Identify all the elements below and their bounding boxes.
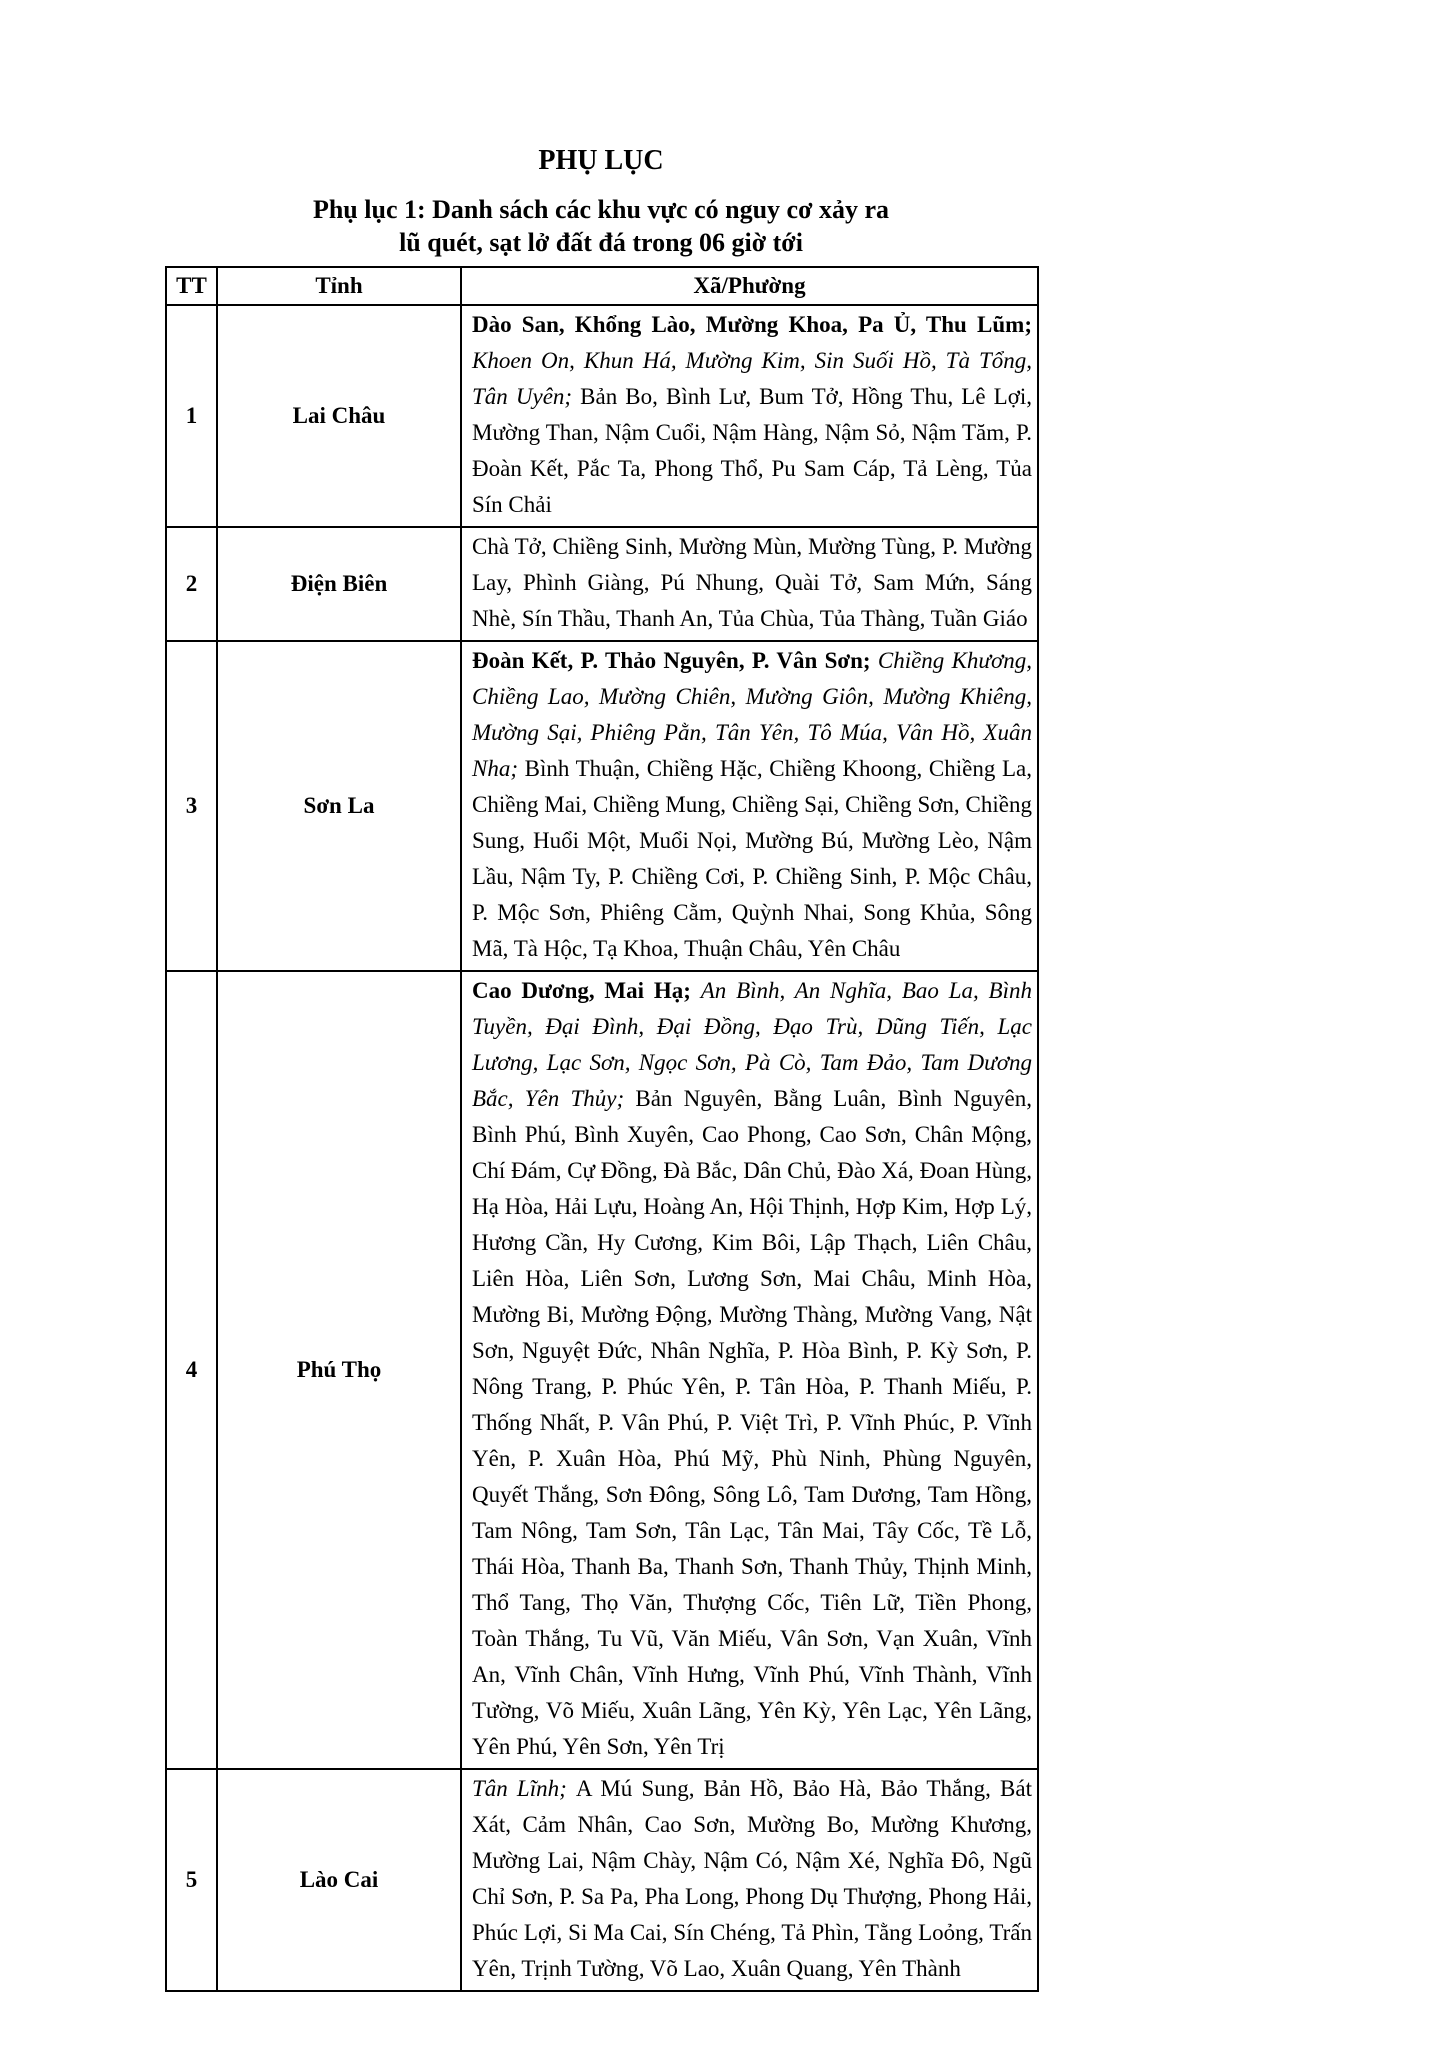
table-row [166,305,1038,527]
header-cell-province: Tỉnh [217,267,461,305]
row-index: 5 [166,1769,217,1991]
table-header-row [166,267,1038,305]
table-row [166,971,1038,1769]
commune-cell [461,527,1038,641]
commune-italic-segment: Tân Lĩnh; [472,1776,576,1801]
commune-normal-segment: Bản Nguyên, Bằng Luân, Bình Nguyên, Bình Phú, Bình Xuyên, Cao Phong, Cao Sơn, Chân Mộng, Chí Đám, Cự Đồng, Đà Bắc, Dân Chủ, Đào Xá, Đoan Hùng, Hạ Hòa, Hải Lựu, Hoàng An, Hội Thịnh, Hợp Kim, Hợp Lý, Hương Cần, Hy Cương, Kim Bôi, Lập Thạch, Liên Châu, Liên Hòa, Liên Sơn, Lương Sơn, Mai Châu, Minh Hòa, Mường Bi, Mường Động, Mường Thàng, Mường Vang, Nật Sơn, Nguyệt Đức, Nhân Nghĩa, P. Hòa Bình, P. Kỳ Sơn, P. Nông Trang, P. Phúc Yên, P. Tân Hòa, P. Thanh Miếu, P. Thống Nhất, P. Vân Phú, P. Việt Trì, P. Vĩnh Phúc, P. Vĩnh Yên, P. Xuân Hòa, Phú Mỹ, Phù Ninh, Phùng Nguyên, Quyết Thắng, Sơn Đông, Sông Lô, Tam Dương, Tam Hồng, Tam Nông, Tam Sơn, Tân Lạc, Tân Mai, Tây Cốc, Tề Lỗ, Thái Hòa, Thanh Ba, Thanh Sơn, Thanh Thủy, Thịnh Minh, Thổ Tang, Thọ Văn, Thượng Cốc, Tiên Lữ, Tiền Phong, Toàn Thắng, Tu Vũ, Văn Miếu, Vân Sơn, Vạn Xuân, Vĩnh An, Vĩnh Chân, Vĩnh Hưng, Vĩnh Phú, Vĩnh Thành, Vĩnh Tường, Võ Miếu, Xuân Lãng, Yên Kỳ, Yên Lạc, Yên Lãng, Yên Phú, Yên Sơn, Yên Trị [472,1086,1032,1759]
page-subtitle-line1: Phụ lục 1: Danh sách các khu vực có nguy cơ xảy ra [312,195,890,224]
row-index: 2 [166,527,217,641]
row-index: 3 [166,641,217,971]
commune-cell [461,641,1038,971]
province-cell: Phú Thọ [217,971,461,1769]
province-cell: Điện Biên [217,527,461,641]
title-spacer [165,180,1037,193]
appendix-table [165,266,1039,1992]
table-row [166,641,1038,971]
row-index: 1 [166,305,217,527]
header-cell-commune: Xã/Phường [461,267,1038,305]
document-content [165,142,1037,1992]
commune-normal-segment: Bình Thuận, Chiềng Hặc, Chiềng Khoong, Chiềng La, Chiềng Mai, Chiềng Mung, Chiềng Sại, Chiềng Sơn, Chiềng Sung, Huổi Một, Muổi Nọi, Mường Bú, Mường Lèo, Nậm Lầu, Nậm Ty, P. Chiềng Cơi, P. Chiềng Sinh, P. Mộc Châu, P. Mộc Sơn, Phiêng Cằm, Quỳnh Nhai, Song Khủa, Sông Mã, Tà Hộc, Tạ Khoa, Thuận Châu, Yên Châu [472,756,1032,961]
page-title: PHỤ LỤC [538,145,664,176]
commune-italic-segment: Chiềng Khương, Chiềng Lao, Mường Chiên, Mường Giôn, Mường Khiêng, Mường Sại, Phiêng Pằn, Tân Yên, Tô Múa, Vân Hồ, Xuân Nha; [472,648,1032,781]
commune-cell [461,971,1038,1769]
commune-normal-segment: A Mú Sung, Bản Hồ, Bảo Hà, Bảo Thắng, Bát Xát, Cảm Nhân, Cao Sơn, Mường Bo, Mường Khương, Mường Lai, Nậm Chày, Nậm Có, Nậm Xé, Nghĩa Đô, Ngũ Chỉ Sơn, P. Sa Pa, Pha Long, Phong Dụ Thượng, Phong Hải, Phúc Lợi, Si Ma Cai, Sín Chéng, Tả Phìn, Tằng Loỏng, Trấn Yên, Trịnh Tường, Võ Lao, Xuân Quang, Yên Thành [472,1776,1032,1981]
commune-normal-segment: Bản Bo, Bình Lư, Bum Tở, Hồng Thu, Lê Lợi, Mường Than, Nậm Cuổi, Nậm Hàng, Nậm Sỏ, Nậm Tăm, P. Đoàn Kết, Pắc Ta, Phong Thổ, Pu Sam Cáp, Tả Lèng, Tủa Sín Chải [472,384,1032,517]
commune-normal-segment: Chà Tở, Chiềng Sinh, Mường Mùn, Mường Tùng, P. Mường Lay, Phình Giàng, Pú Nhung, Quài Tở, Sam Mứn, Sáng Nhè, Sín Thầu, Thanh An, Tủa Chùa, Tủa Thàng, Tuần Giáo [472,534,1032,631]
table-row [166,1769,1038,1991]
table-row [166,527,1038,641]
commune-bold-segment: Dào San, Khổng Lào, Mường Khoa, Pa Ủ, Thu Lũm; [472,312,1032,337]
header-cell-tt: TT [166,267,217,305]
row-index: 4 [166,971,217,1769]
province-cell: Lai Châu [217,305,461,527]
province-cell: Sơn La [217,641,461,971]
commune-italic-segment: An Bình, An Nghĩa, Bao La, Bình Tuyền, Đại Đình, Đại Đồng, Đạo Trù, Dũng Tiến, Lạc Lương, Lạc Sơn, Ngọc Sơn, Pà Cò, Tam Đảo, Tam Dương Bắc, Yên Thủy; [472,978,1032,1111]
commune-cell [461,1769,1038,1991]
commune-bold-segment: Cao Dương, Mai Hạ; [472,978,701,1003]
commune-bold-segment: Đoàn Kết, P. Thảo Nguyên, P. Vân Sơn; [472,648,878,673]
commune-italic-segment: Khoen On, Khun Há, Mường Kim, Sin Suối Hồ, Tà Tổng, Tân Uyên; [472,348,1032,409]
province-cell: Lào Cai [217,1769,461,1991]
commune-cell [461,305,1038,527]
page-subtitle-line2: lũ quét, sạt lở đất đá trong 06 giờ tới [399,228,803,257]
